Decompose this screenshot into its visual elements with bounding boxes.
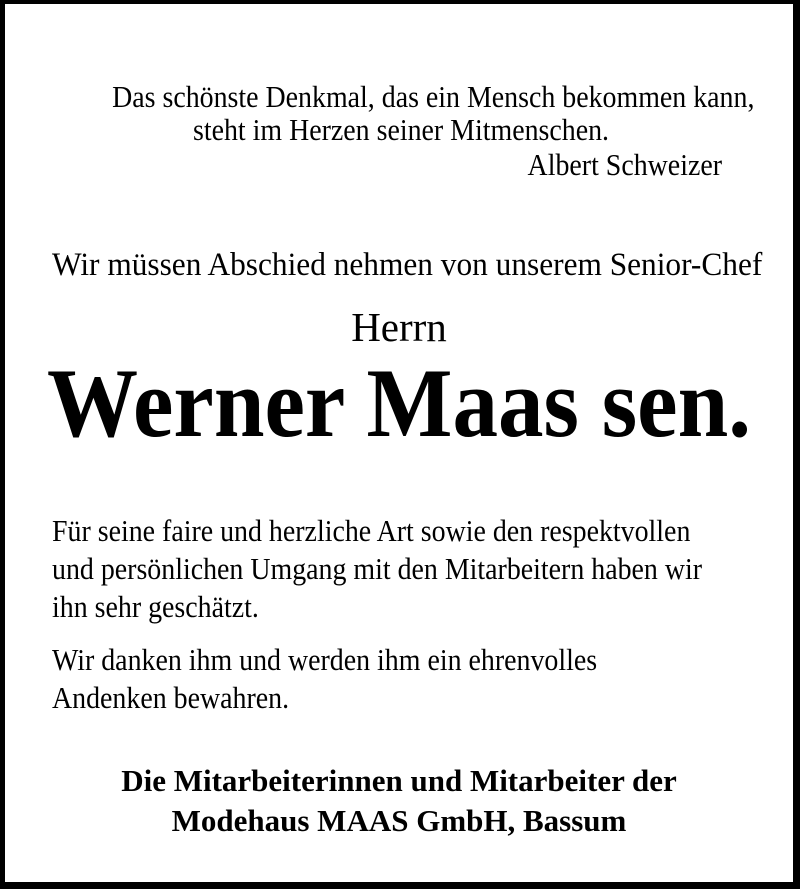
tribute-1-line-1: Für seine faire und herzliche Art sowie den respektvollen <box>52 513 691 548</box>
quote-block <box>80 79 755 182</box>
tribute-1-line-3: ihn sehr geschätzt. <box>52 589 259 624</box>
closing-company: Modehaus MAAS GmbH, Bassum <box>171 803 627 838</box>
tribute-2-line-2: Andenken bewahren. <box>52 680 290 715</box>
quote-line-1: Das schönste Denkmal, das ein Mensch bekommen kann, <box>112 79 755 114</box>
tribute-2-line-1: Wir danken ihm und werden ihm ein ehrenvolles <box>52 642 598 677</box>
closing-mourners: Die Mitarbeiterinnen und Mitarbeiter der <box>121 763 677 798</box>
tribute-paragraph-1 <box>52 512 773 626</box>
salutation: Herrn <box>351 304 447 350</box>
quote-attribution: Albert Schweizer <box>527 147 722 182</box>
quote-line-2: steht im Herzen seiner Mitmenschen. <box>192 112 610 147</box>
deceased-name: Werner Maas sen. <box>46 349 752 458</box>
closing-block <box>5 761 793 841</box>
tribute-paragraph-2 <box>52 641 773 717</box>
tribute-1-line-2: und persönlichen Umgang mit den Mitarbeitern haben wir <box>52 551 703 586</box>
farewell-intro: Wir müssen Abschied nehmen von unserem Senior-Chef <box>52 247 763 283</box>
